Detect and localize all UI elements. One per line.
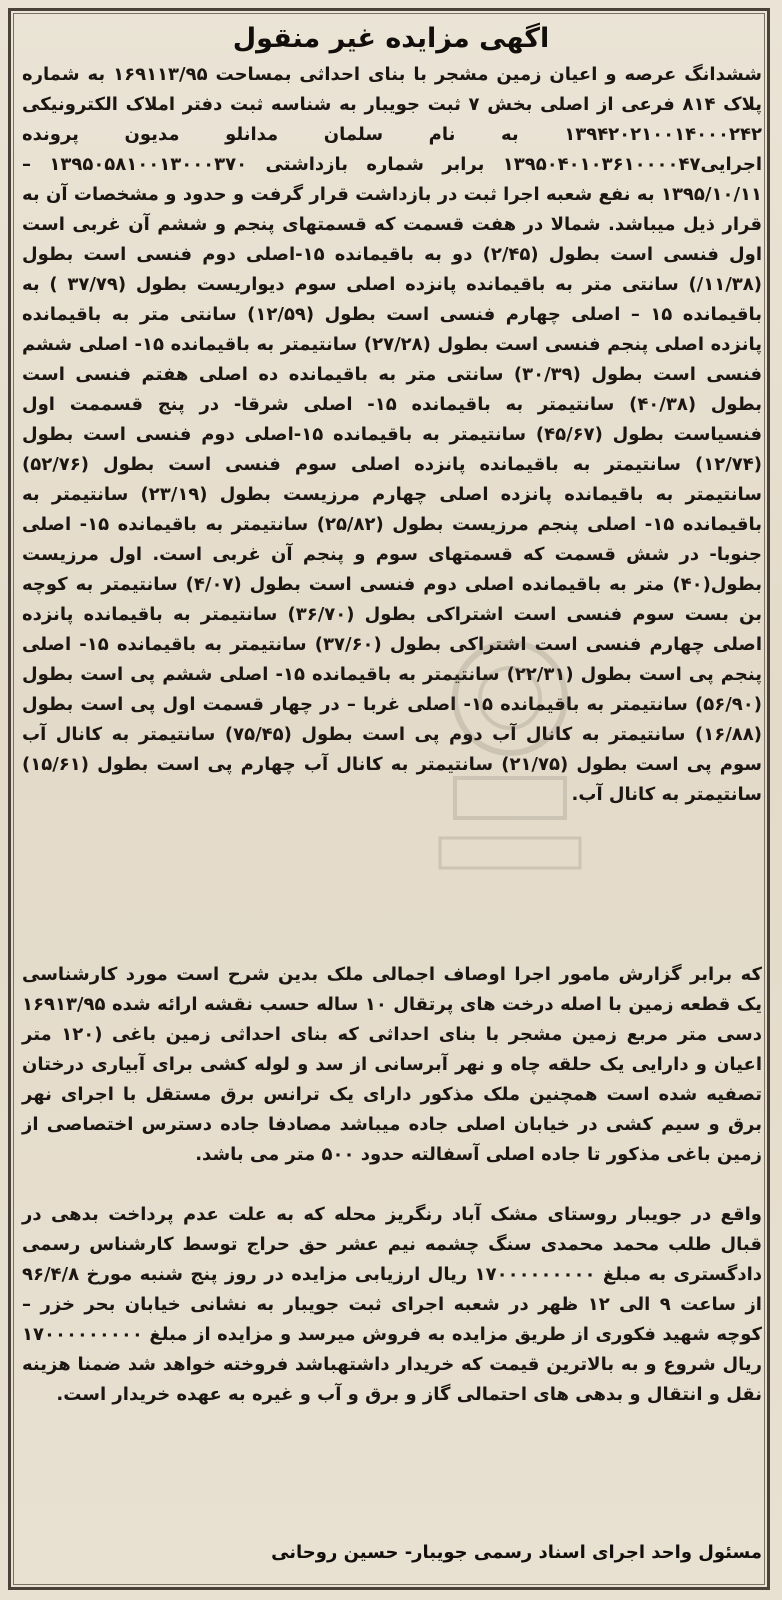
notice-title: اگهی مزایده غیر منقول <box>232 23 550 54</box>
paragraph-property-boundaries: ششدانگ عرصه و اعیان زمین مشجر با بنای احداثی بمساحت ۱۶۹۱۱۳/۹۵ به شماره پلاک ۸۱۴ فرعی از اصلی بخش ۷ ثبت جویبار به شناسه ثبت دفتر املاک الکترونیکی ۱۳۹۴۲۰۲۱۰۰۱۴۰۰۰۲۴۲ به نام سلمان مدانلو مدیون پرونده اجرایی۱۳۹۵۰۴۰۱۰۳۶۱۰۰۰۰۴۷ برابر شماره بازداشتی ۱۳۹۵۰۵۸۱۰۰۱۳۰۰۰۳۷۰ – ۱۳۹۵/۱۰/۱۱ به نفع شعبه اجرا ثبت در بازداشت قرار گرفت و حدود و مشخصات آن به قرار ذیل میباشد. شمالا در هفت قسمت که قسمتهای پنجم و ششم آن غربی است اول فنسی است بطول (۲/۴۵) دو به باقیمانده ۱۵-اصلی دوم فنسی است بطول (۱۱/۳۸/) سانتی متر به باقیمانده پانزده اصلی سوم دیواریست بطول (۳۷/۷۹ ) به باقیمانده ۱۵ – اصلی چهارم فنسی است بطول (۱۲/۵۹) سانتی متر به باقیمانده پانزده اصلی پنجم فنسی است بطول (۲۷/۲۸) سانتیمتر به باقیمانده ۱۵- اصلی ششم فنسی است بطول (۳۰/۳۹) سانتی متر به باقیمانده ده اصلی هفتم فنسی است بطول (۴۰/۳۸) سانتیمتر به باقیمانده ۱۵- اصلی شرقا- در پنج قسممت اول فنسیاست بطول (۴۵/۶۷) سانتیمتر به باقیمانده ۱۵-اصلی دوم فنسی است بطول (۱۲/۷۴) سانتیمتر به باقیمانده پانزده اصلی سوم فنسی است بطول (۵۲/۷۶) سانتیمتر به باقیمانده پانزده اصلی چهارم مرزیست بطول (۲۳/۱۹) سانتیمتر به باقیمانده ۱۵- اصلی پنجم مرزیست بطول (۲۵/۸۲) سانتیمتر به باقیمانده ۱۵- اصلی جنوبا- در شش قسمت که قسمتهای سوم و پنجم آن غربی است. اول مرزیست بطول(۴۰) متر به باقیمانده اصلی دوم فنسی است بطول (۴/۰۷) سانتیمتر به کوچه بن بست سوم فنسی است اشتراکی بطول (۳۶/۷۰) سانتیمتر به باقیمانده پانزده اصلی چهارم فنسی است اشتراکی بطول (۳۷/۶۰) سانتیمتر به باقیمانده ۱۵- اصلی پنجم پی است بطول (۲۲/۳۱) سانتیمتر به باقیمانده ۱۵- اصلی ششم پی است بطول (۵۶/۹۰) سانتیمتر به باقیمانده ۱۵- اصلی غربا – در چهار قسمت اول پی است بطول (۱۶/۸۸) سانتیمتر به کانال آب دوم پی است بطول (۷۵/۴۵) سانتیمتر به کانال آب سوم پی است بطول (۲۱/۷۵) سانتیمتر به کانال آب چهارم پی است بطول (۱۵/۶۱) سانتیمتر به کانال آب. <box>22 64 763 805</box>
paragraph-auction-terms: واقع در جویبار روستای مشک آباد رنگریز محله که به علت عدم پرداخت بدهی در قبال طلب محمد محمدی سنگ چشمه نیم عشر حق حراج توسط کارشناس رسمی دادگستری به مبلغ ۱۷۰۰۰۰۰۰۰۰۰ ریال ارزیابی مزایده در روز پنج شنبه مورخ ۹۶/۴/۸ از ساعت ۹ الی ۱۲ ظهر در شعبه اجرای ثبت جویبار به نشانی خیابان بحر خزر – کوچه شهید فکوری از طریق مزایده به فروش میرسد و مزایده از مبلغ ۱۷۰۰۰۰۰۰۰۰۰ ریال شروع و به بالاترین قیمت که خریدار داشتهباشد فروخته خواهد شد ضمنا هزینه نقل و انتقال و بدهی های احتمالی گاز و برق و آب و غیره به عهده خریدار است. <box>22 1204 762 1405</box>
paragraph-property-description: که برابر گزارش مامور اجرا اوصاف اجمالی ملک بدین شرح است مورد کارشناسی یک قطعه زمین با اصله درخت های پرتقال ۱۰ ساله حسب نقشه ارائه شده ۱۶۹۱۳/۹۵ دسی متر مربع زمین مشجر با بنای احداثی که بنای احداثی زمین باغی (۱۲۰ متر اعیان و دارایی یک حلقه چاه و نهر آبرسانی از سد و لوله کشی برای آبیاری درختان تصفیه شده است همچنین ملک مذکور دارای یک ترانس برق مستقل با اجرای نهر برق و سیم کشی در خیابان اصلی جاده میباشد مصادفا جاده دسترس اختصاصی از زمین باغی مذکور تا جاده اصلی آسفالته حدود ۵۰۰ متر می باشد. <box>22 964 762 1165</box>
signature-line: مسئول واحد اجرای اسناد رسمی جویبار- حسین روحانی <box>271 1542 762 1563</box>
notice-body <box>22 60 762 1500</box>
